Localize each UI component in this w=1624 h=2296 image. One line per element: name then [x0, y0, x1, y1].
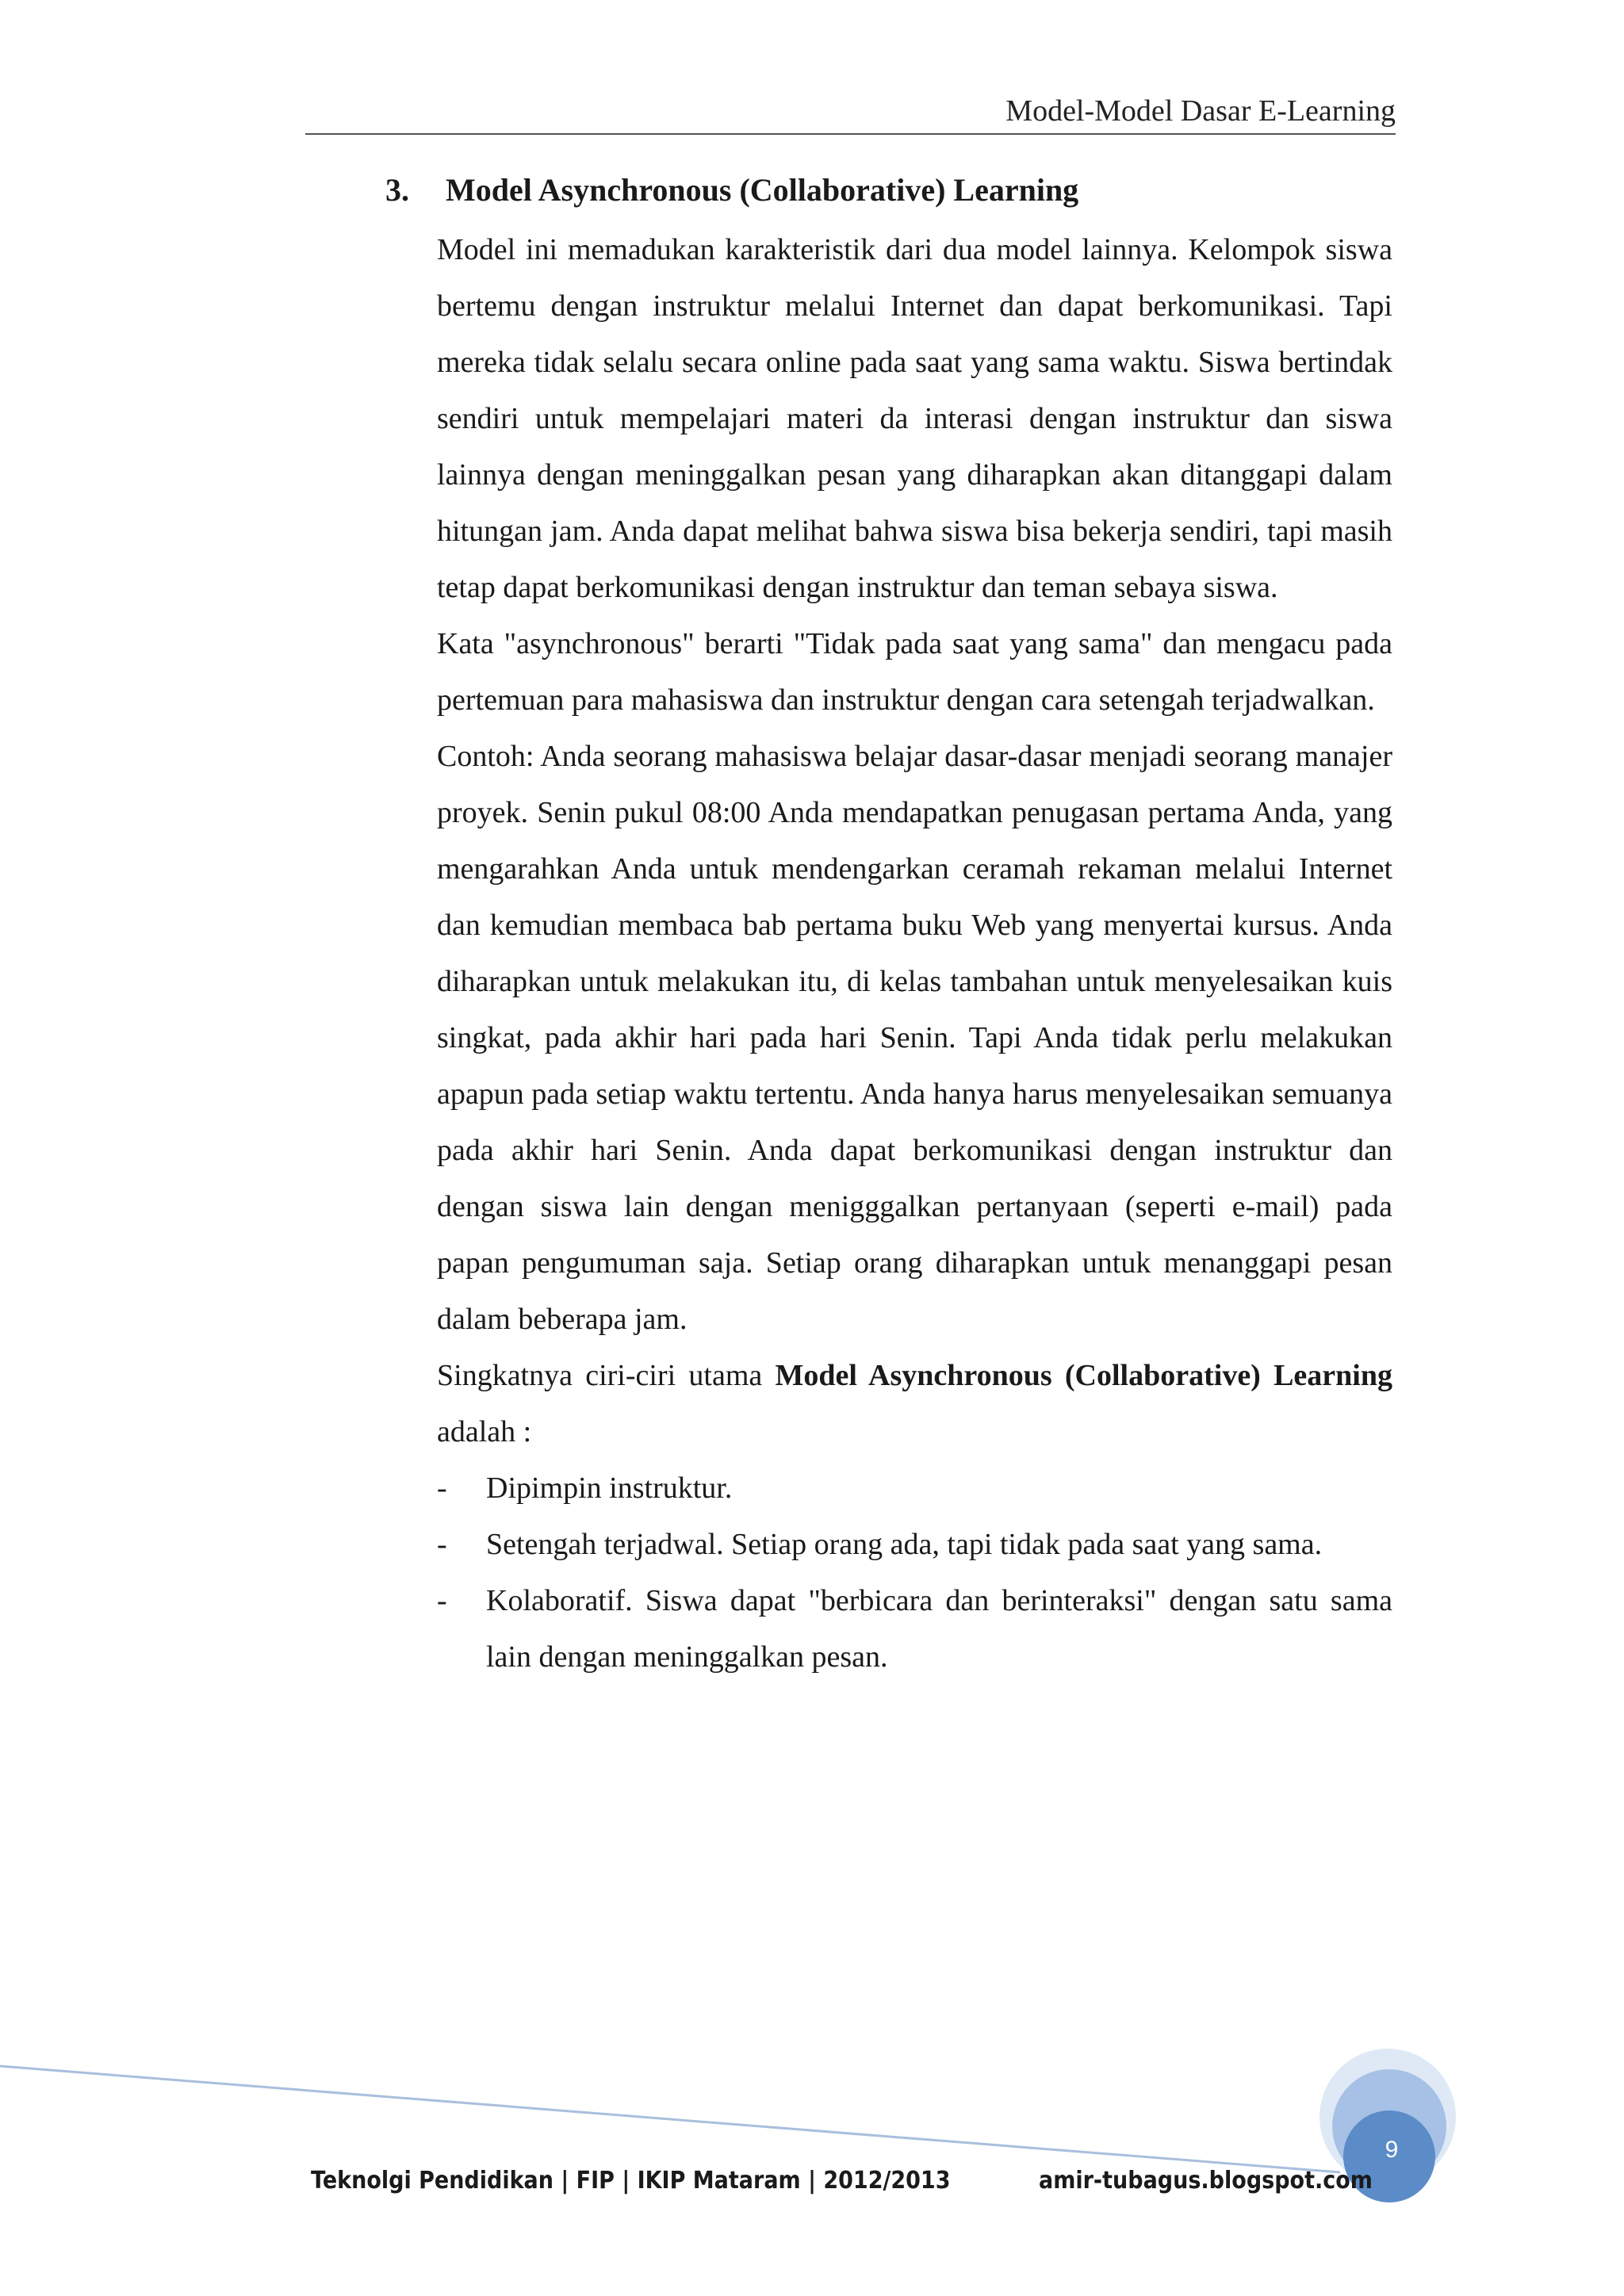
section-title: Model Asynchronous (Collaborative) Learning: [446, 172, 1079, 208]
footer-blog-url[interactable]: amir-tubagus.blogspot.com: [1039, 2167, 1373, 2195]
section-heading: [385, 168, 1078, 212]
footer-institution: Teknolgi Pendidikan | FIP | IKIP Mataram | 2012/2013: [311, 2167, 951, 2195]
summary-suffix: adalah :: [437, 1415, 532, 1448]
bullet-text: Dipimpin instruktur.: [486, 1471, 733, 1505]
section-number: 3.: [385, 172, 409, 208]
body-content: [437, 222, 1392, 1686]
header-divider: [305, 133, 1396, 135]
paragraph-example: Contoh: Anda seorang mahasiswa belajar dasar-dasar menjadi seorang manajer proyek. Senin pukul 08:00 Anda mendapatkan penugasan pertama Anda, yang mengarahkan Anda untuk mendengarkan ceramah rekaman melalui Internet dan kemudian membaca bab pertama buku Web yang menyertai kursus. Anda diharapkan untuk melakukan itu, di kelas tambahan untuk menyelesaikan kuis singkat, pada akhir hari pada hari Senin. Tapi Anda tidak perlu melakukan apapun pada setiap waktu tertentu. Anda hanya harus menyelesaikan semuanya pada akhir hari Senin. Anda dapat berkomunikasi dengan instruktur dan dengan siswa lain dengan menigggalkan pertanyaan (seperti e-mail) pada papan pengumuman saja. Setiap orang diharapkan untuk menanggapi pesan dalam beberapa jam.: [437, 740, 1393, 1336]
paragraph-definition: Kata "asynchronous" berarti "Tidak pada saat yang sama" dan mengacu pada pertemuan para mahasiswa dan instruktur dengan cara setengah terjadwalkan.: [437, 627, 1392, 717]
footer-swoosh-line: [0, 2066, 1340, 2172]
list-item: [437, 1517, 1392, 1573]
bullet-text: Setengah terjadwal. Setiap orang ada, tapi tidak pada saat yang sama.: [486, 1528, 1323, 1561]
bullet-text: Kolaboratif. Siswa dapat "berbicara dan berinteraksi" dengan satu sama lain dengan meninggalkan pesan.: [486, 1584, 1392, 1674]
summary-prefix: Singkatnya ciri-ciri utama: [437, 1359, 776, 1392]
bullet-dash: -: [437, 1471, 447, 1505]
summary-bold-term: Model Asynchronous (Collaborative) Learning: [775, 1359, 1392, 1392]
page-number: 9: [1385, 2137, 1399, 2163]
list-item: [437, 1573, 1392, 1686]
list-item: [437, 1460, 1392, 1517]
paragraph-intro: Model ini memadukan karakteristik dari dua model lainnya. Kelompok siswa bertemu dengan instruktur melalui Internet dan dapat berkomunikasi. Tapi mereka tidak selalu secara online pada saat yang sama waktu. Siswa bertindak sendiri untuk mempelajari materi da interasi dengan instruktur dan siswa lainnya dengan meninggalkan pesan yang diharapkan akan ditanggapi dalam hitungan jam. Anda dapat melihat bahwa siswa bisa bekerja sendiri, tapi masih tetap dapat berkomunikasi dengan instruktur dan teman sebaya siswa.: [437, 233, 1392, 604]
bullet-dash: -: [437, 1584, 447, 1617]
running-header: Model-Model Dasar E-Learning: [1005, 94, 1396, 128]
paragraph-summary: [437, 1348, 1392, 1460]
bullet-dash: -: [437, 1528, 447, 1561]
